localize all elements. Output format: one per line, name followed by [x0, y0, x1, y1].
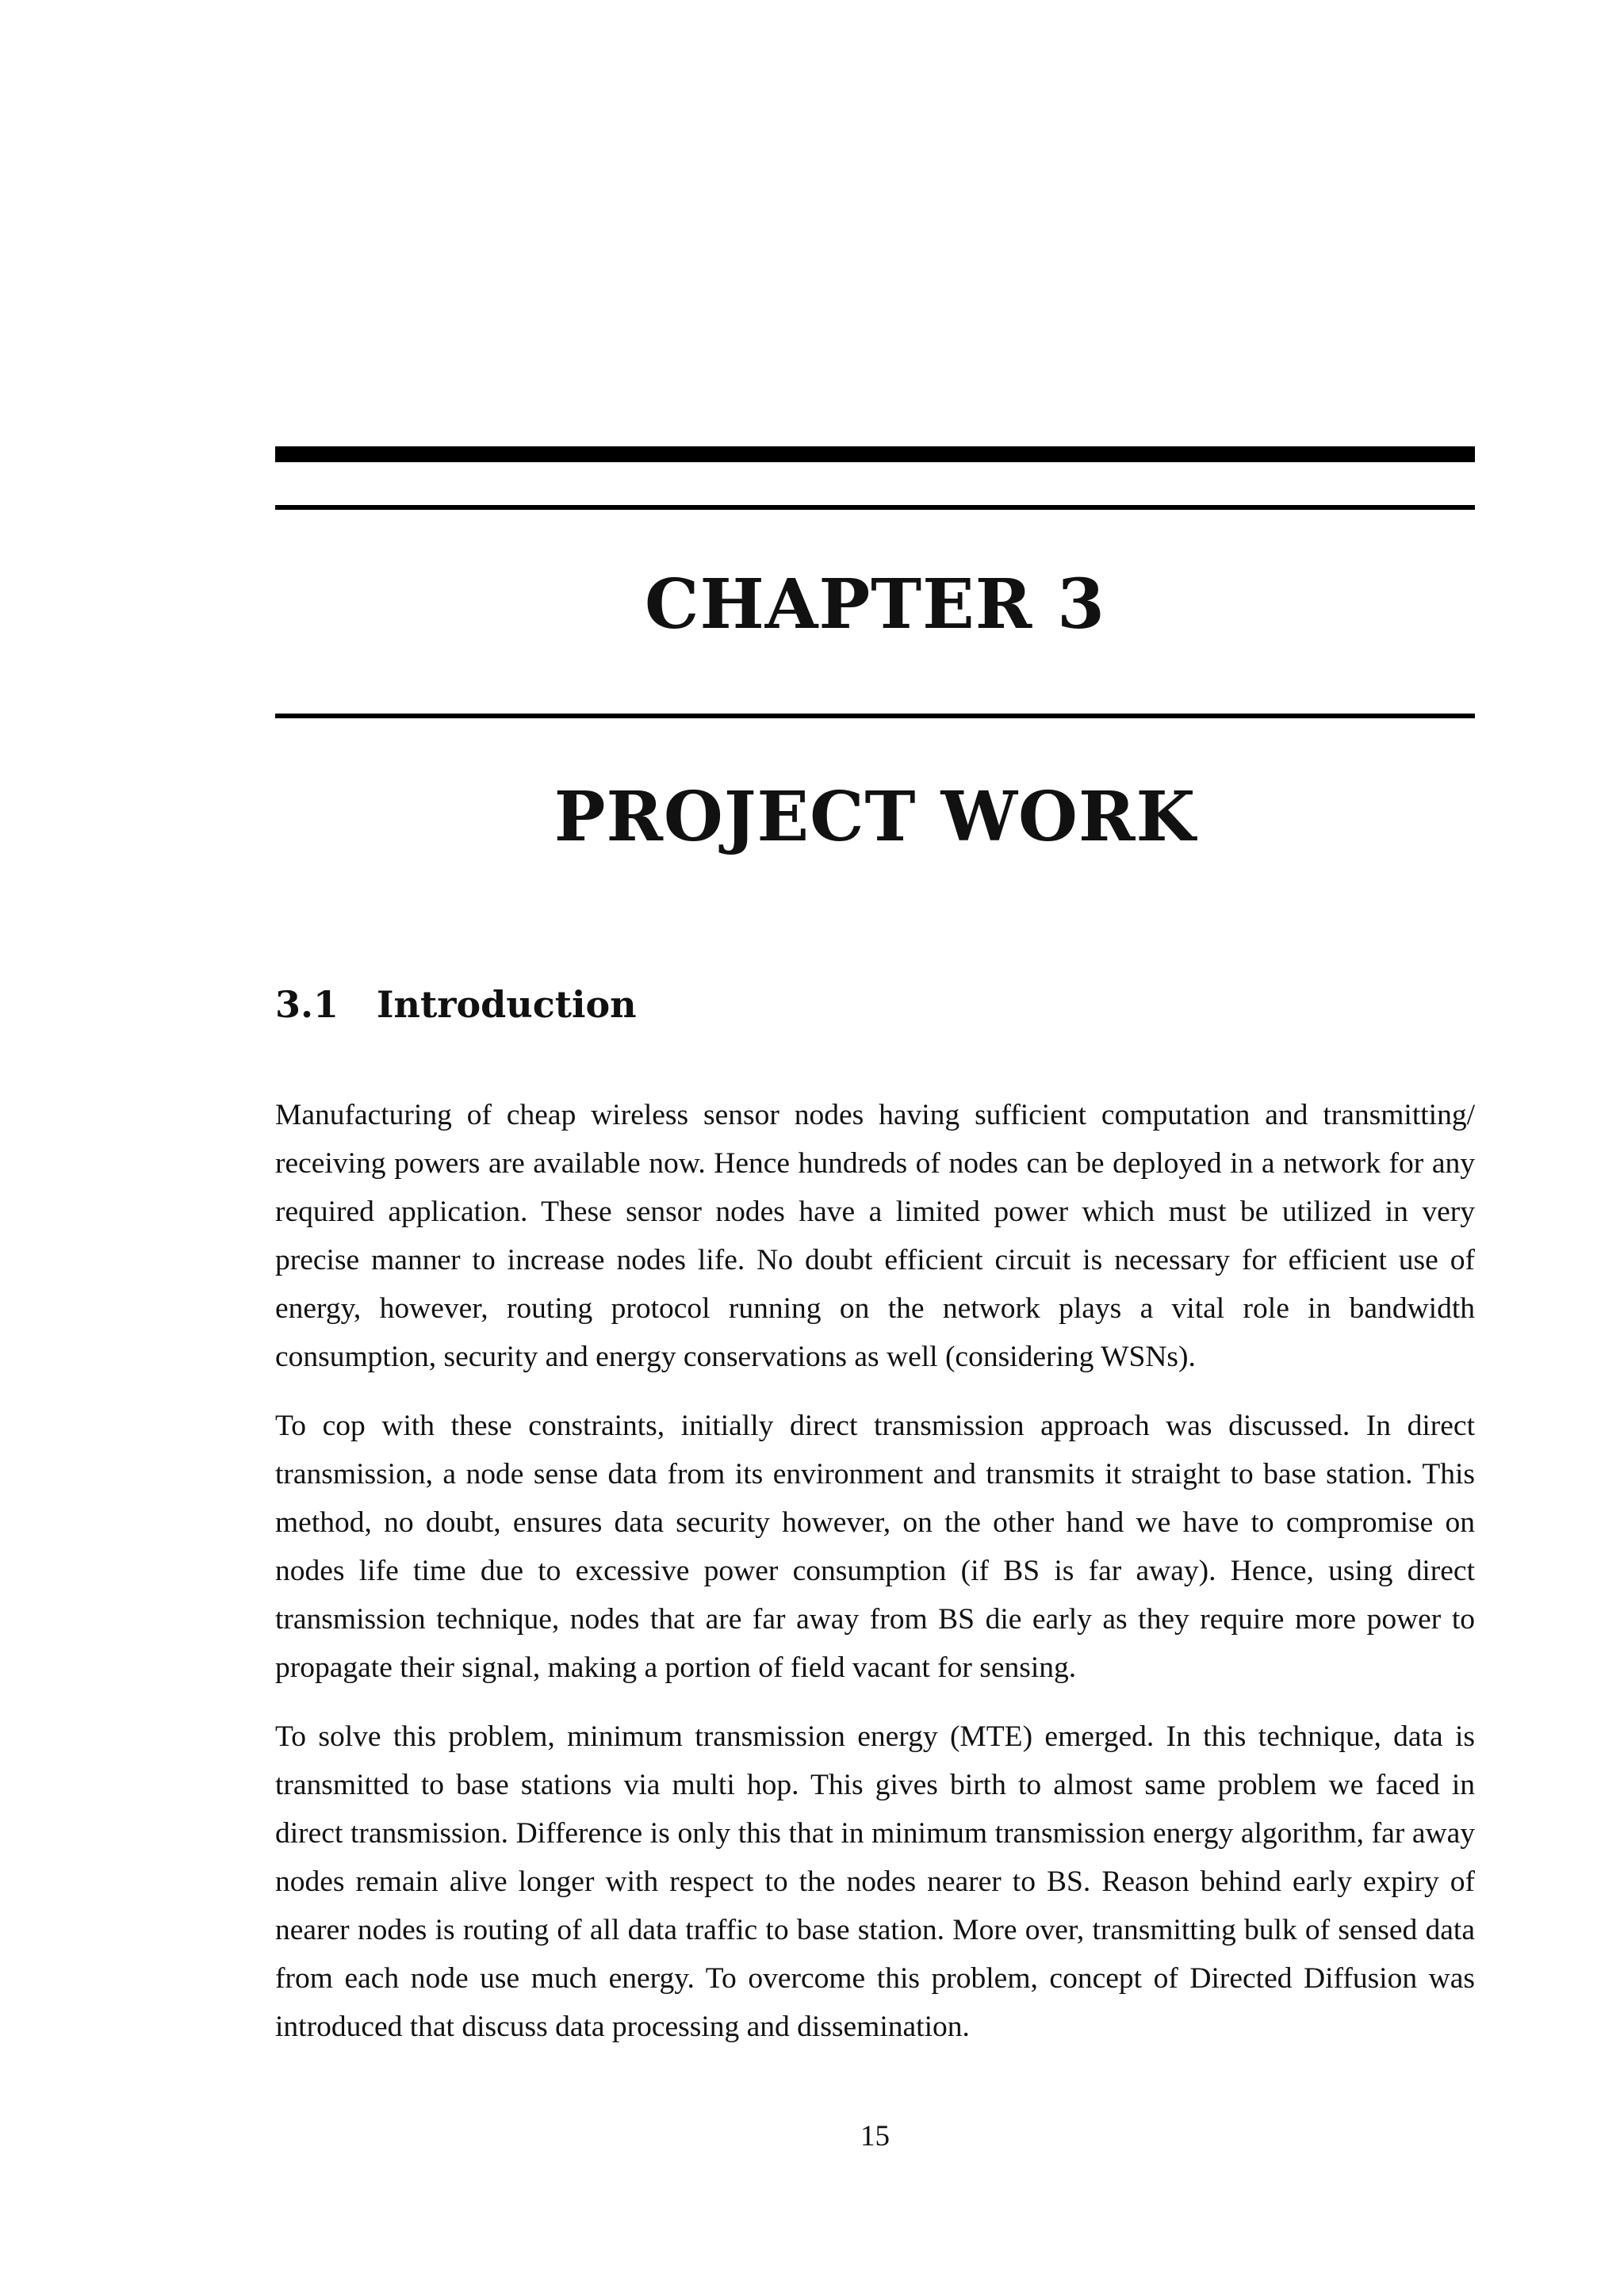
section-number: 3.1 — [275, 983, 339, 1026]
page-number: 15 — [860, 2120, 890, 2152]
section-heading — [275, 983, 637, 1026]
paragraph-2: To cop with these constraints, initially direct transmission approach was discussed. In direct transmission, a node sense data from its environment and transmits it straight to base station. This method, no doubt, ensures data security however, on the other hand we have to compromise on nodes life time due to excessive power consumption (if BS is far away). Hence, using direct transmission technique, nodes that are far away from BS die early as they require more power to propagate their signal, making a portion of field vacant for sensing. — [275, 1410, 1475, 1684]
chapter-rule-upper — [275, 505, 1475, 510]
chapter-title: PROJECT WORK — [553, 777, 1197, 857]
paragraph-3: To solve this problem, minimum transmission energy (MTE) emerged. In this technique, data is transmitted to base stations via multi hop. This gives birth to almost same problem we faced in direct transmission. Difference is only this that in minimum transmission energy algorithm, far away nodes remain alive longer with respect to the nodes nearer to BS. Reason behind early expiry of nearer nodes is routing of all data traffic to base station. More over, transmitting bulk of sensed data from each node use much energy. To overcome this problem, concept of Directed Diffusion was introduced that discuss data processing and dissemination. — [275, 1720, 1475, 2043]
chapter-rule-thick — [275, 446, 1475, 462]
chapter-label: CHAPTER 3 — [645, 564, 1105, 645]
chapter-rule-lower — [275, 714, 1475, 718]
paragraph-1: Manufacturing of cheap wireless sensor nodes having sufficient computation and transmitting/ receiving powers are available now. Hence hundreds of nodes can be deployed in a network for any required application. These sensor nodes have a limited power which must be utilized in very precise manner to increase nodes life. No doubt efficient circuit is necessary for efficient use of energy, however, routing protocol running on the network plays a vital role in bandwidth consumption, security and energy conservations as well (considering WSNs). — [275, 1099, 1475, 1373]
body-text — [275, 1091, 1475, 2072]
section-title: Introduction — [377, 983, 637, 1026]
